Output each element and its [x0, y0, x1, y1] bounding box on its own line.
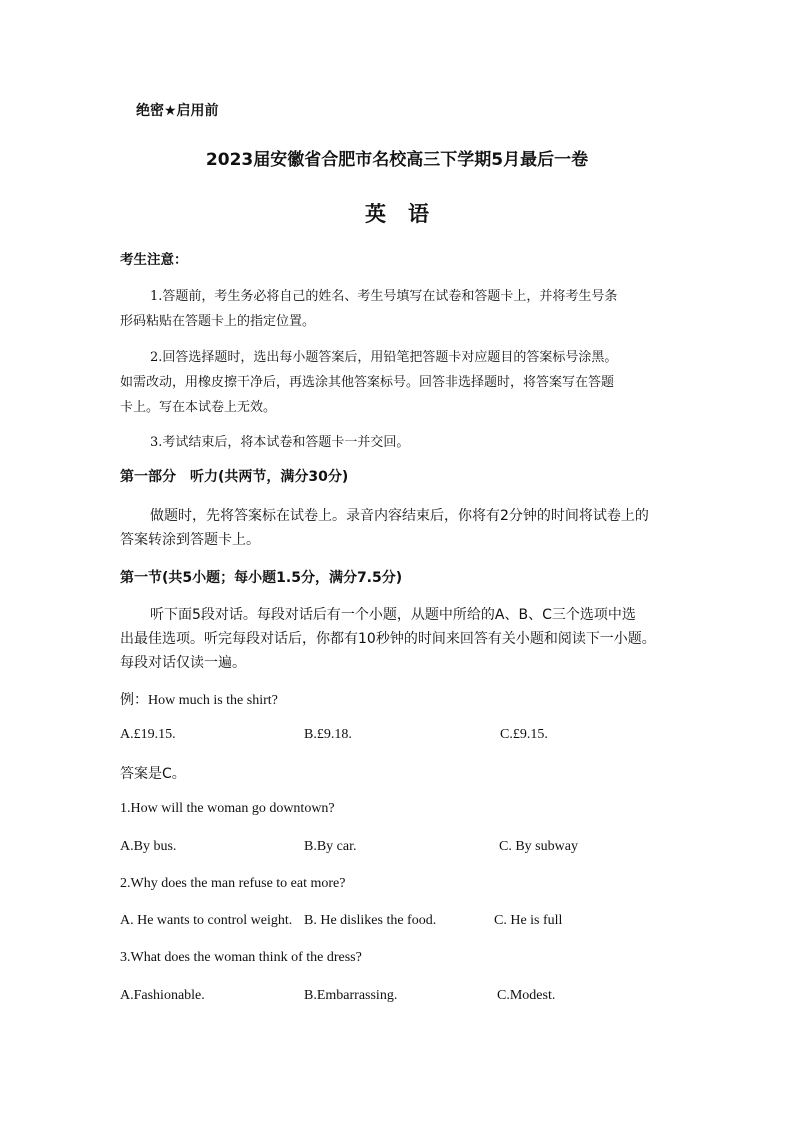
confidential-label: 绝密★启用前	[136, 103, 219, 119]
notice-item-3: 3.考试结束后，将本试卷和答题卡一并交回。	[150, 435, 410, 450]
question-1: 1.How will the woman go downtown?	[120, 801, 335, 816]
section-1-intro-line-2: 出最佳选项。听完每段对话后，你都有10秒钟的时间来回答有关小题和阅读下一小题。	[120, 631, 656, 647]
question-3-option-c: C.Modest.	[497, 988, 556, 1003]
question-2-option-b: B. He dislikes the food.	[304, 913, 437, 928]
part-1-intro-line-1: 做题时，先将答案标在试卷上。录音内容结束后，你将有2分钟的时间将试卷上的	[150, 508, 649, 524]
section-1-heading: 第一节(共5小题；每小题1.5分，满分7.5分)	[120, 570, 403, 586]
question-2-option-a: A. He wants to control weight.	[120, 913, 293, 928]
example-option-c: C.£9.15.	[500, 727, 548, 742]
part-1-intro-line-2: 答案转涂到答题卡上。	[120, 532, 260, 548]
question-2-option-c: C. He is full	[494, 913, 563, 928]
question-2: 2.Why does the man refuse to eat more?	[120, 876, 346, 891]
part-1-heading: 第一部分 听力(共两节，满分30分)	[120, 469, 349, 485]
section-1-intro-line-3: 每段对话仅读一遍。	[120, 655, 246, 671]
notice-item-1-line-1: 1.答题前，考生务必将自己的姓名、考生号填写在试卷和答题卡上，并将考生号条	[150, 289, 618, 304]
question-3-option-b: B.Embarrassing.	[304, 988, 398, 1003]
question-3: 3.What does the woman think of the dress?	[120, 950, 362, 965]
notice-item-2-line-2: 如需改动，用橡皮擦干净后，再选涂其他答案标号。回答非选择题时，将答案写在答题	[120, 375, 615, 390]
notice-item-2-line-3: 卡上。写在本试卷上无效。	[120, 400, 277, 415]
section-1-intro-line-1: 听下面5段对话。每段对话后有一个小题，从题中所给的A、B、C三个选项中选	[150, 607, 636, 623]
exam-title: 2023届安徽省合肥市名校高三下学期5月最后一卷	[205, 150, 589, 170]
subject-title: 英语	[365, 202, 451, 226]
question-1-option-b: B.By car.	[304, 839, 357, 854]
example-option-a: A.£19.15.	[120, 727, 176, 742]
question-1-option-c: C. By subway	[499, 839, 578, 854]
example-option-b: B.£9.18.	[304, 727, 352, 742]
question-3-option-a: A.Fashionable.	[120, 988, 205, 1003]
notice-heading: 考生注意：	[120, 252, 188, 268]
notice-item-2-line-1: 2.回答选择题时，选出每小题答案后，用铅笔把答题卡对应题目的答案标号涂黑。	[150, 350, 618, 365]
example-question: 例：How much is the shirt?	[120, 693, 278, 708]
notice-item-1-line-2: 形码粘贴在答题卡上的指定位置。	[120, 314, 316, 329]
question-1-option-a: A.By bus.	[120, 839, 177, 854]
example-answer: 答案是C。	[120, 766, 186, 782]
